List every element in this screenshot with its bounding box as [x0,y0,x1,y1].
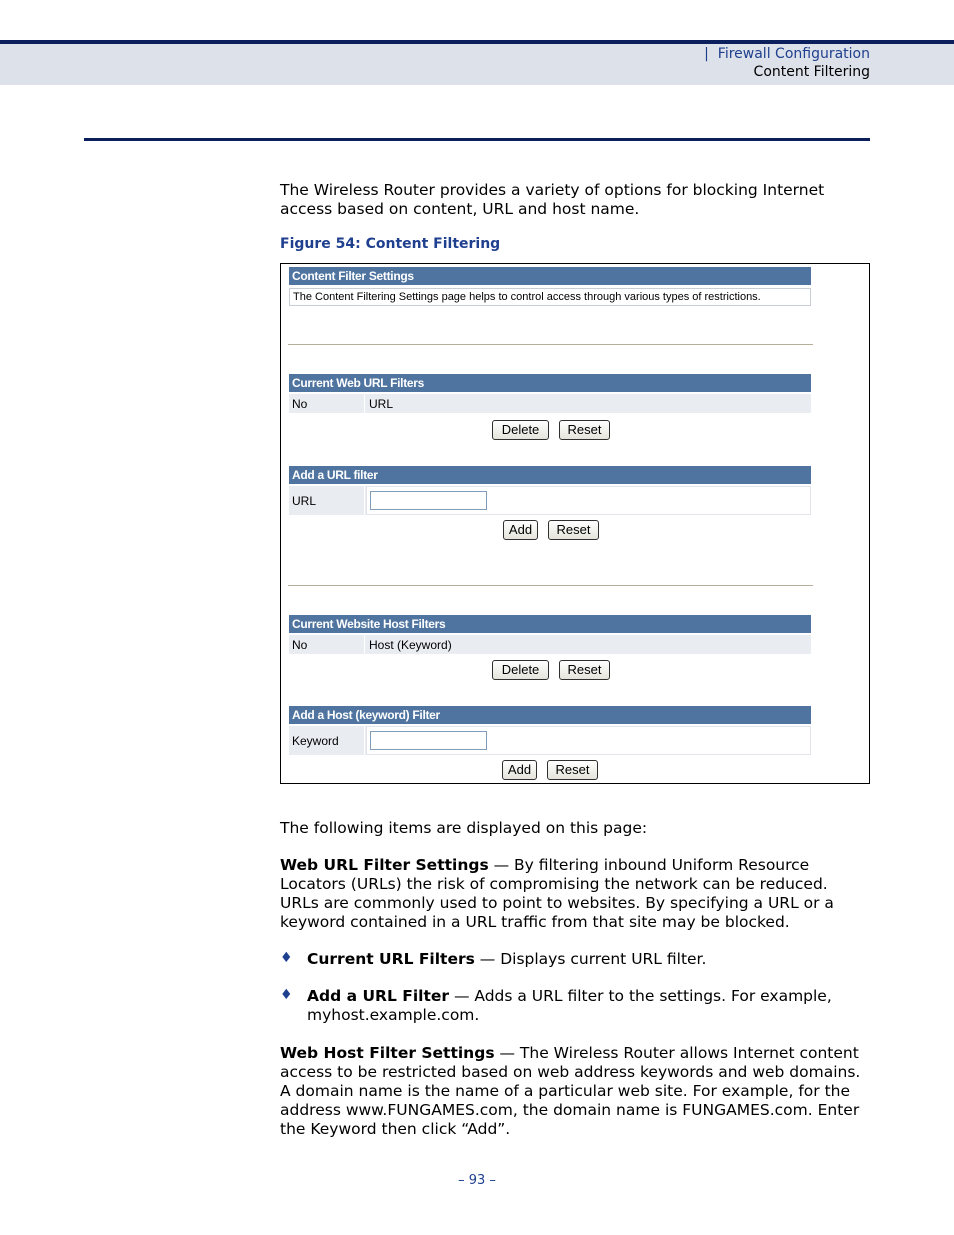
web-host-paragraph [280,1044,870,1139]
settings-title: Content Filter Settings [289,267,811,285]
url-col-no: No [289,394,365,413]
bullet-text: — Displays current URL filter. [474,950,707,968]
intro-paragraph: The Wireless Router provides a variety of options for blocking Internet access based on content, URL and host name. [280,181,825,218]
web-url-paragraph [280,856,870,932]
delete-url-button[interactable]: Delete [492,420,549,440]
diamond-bullet-icon: ♦ [280,987,293,1003]
section-rule [84,138,870,141]
web-host-term: Web Host Filter Settings [280,1044,495,1062]
content-filtering-screenshot [280,263,870,784]
bullet-item [307,987,867,1025]
add-url-title: Add a URL filter [289,466,811,484]
web-url-term: Web URL Filter Settings [280,856,489,874]
host-filters-header-row [289,635,811,654]
web-url-text: — By filtering inbound Uniform Resource Locators (URLs) the risk of compromising the network can be reduced. URLs are commonly used to point to websites. By specifying a URL or a keyword contained in a URL traffic from that site may be blocked. [280,856,834,931]
header-separator: | [704,46,709,62]
add-host-cell [366,726,811,755]
add-host-row [289,726,811,755]
web-host-text: — The Wireless Router allows Internet content access to be restricted based on web address keywords and web domains. A domain name is the name of a particular web site. For example, for the address www.FUNGAMES.com, the domain name is FUNGAMES.com. Enter the Keyword then click “Add”. [280,1044,861,1138]
keyword-label: Keyword [289,726,365,755]
divider [288,585,813,586]
url-input[interactable] [370,491,487,510]
bullet-term: Current URL Filters [307,950,475,968]
add-host-title: Add a Host (keyword) Filter [289,706,811,724]
following-text: The following items are displayed on this page: [280,819,648,837]
url-col-url: URL [366,394,811,413]
header-subsection: Content Filtering [753,64,870,80]
page-number: – 93 – [458,1173,496,1188]
host-col-host: Host (Keyword) [366,635,811,654]
bullet-term: Add a URL Filter [307,987,450,1005]
bullet-item [307,950,867,969]
add-url-row [289,486,811,515]
header-section [704,46,870,62]
reset-url-filters-button[interactable]: Reset [559,420,610,440]
add-url-button[interactable]: Add [503,520,538,540]
url-filters-title: Current Web URL Filters [289,374,811,392]
add-url-label: URL [289,486,365,515]
host-filters-title: Current Website Host Filters [289,615,811,633]
reset-add-url-button[interactable]: Reset [548,520,599,540]
reset-add-host-button[interactable]: Reset [547,760,598,780]
url-filters-header-row [289,394,811,413]
settings-description: The Content Filtering Settings page helps to control access through various types of restrictions. [289,288,811,306]
figure-caption: Figure 54: Content Filtering [280,236,501,252]
reset-host-filters-button[interactable]: Reset [559,660,610,680]
bullet-text: — Adds a URL filter to the settings. For example, myhost.example.com. [307,987,832,1024]
delete-host-button[interactable]: Delete [492,660,549,680]
host-col-no: No [289,635,365,654]
divider [288,344,813,345]
add-url-cell [366,486,811,515]
header-section-title: Firewall Configuration [717,46,870,62]
diamond-bullet-icon: ♦ [280,950,293,966]
keyword-input[interactable] [370,731,487,750]
add-host-button[interactable]: Add [502,760,537,780]
